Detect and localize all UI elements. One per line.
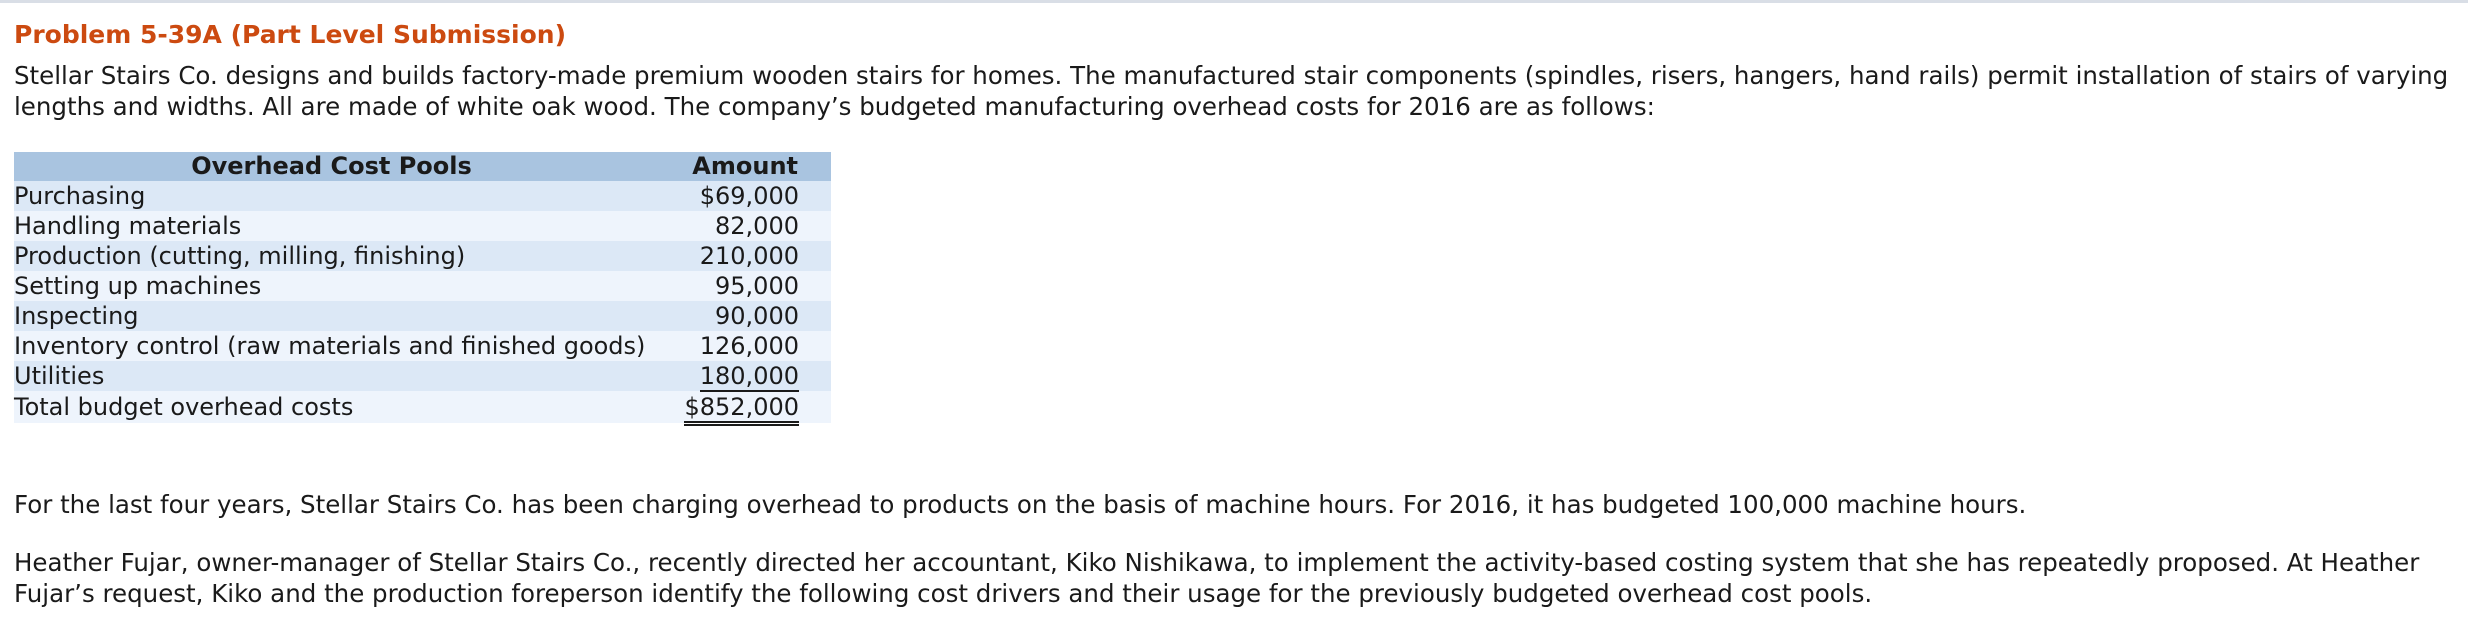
cost-pool-name: Setting up machines [14, 271, 649, 301]
cost-pool-name: Production (cutting, milling, finishing) [14, 241, 649, 271]
single-underlined-amount: 180,000 [699, 362, 799, 390]
cost-pool-name: Utilities [14, 361, 649, 391]
table-row [14, 301, 831, 331]
table-row [14, 271, 831, 301]
cost-pool-name: Purchasing [14, 181, 649, 211]
table-header-row [14, 152, 831, 181]
cost-pool-amount [649, 361, 831, 391]
top-divider [0, 0, 2468, 3]
column-header-amount: Amount [649, 152, 831, 181]
intro-paragraph: Stellar Stairs Co. designs and builds factory-made premium wooden stairs for homes. The manufactured stair components (spindles, risers, hangers, hand rails) permit installation of stairs of varying lengths and widths. All are made of white oak wood. The company’s budgeted manufacturing overhead costs for 2016 are as follows: [14, 61, 2449, 121]
table-row [14, 331, 831, 361]
table-row [14, 211, 831, 241]
cost-pool-amount: 95,000 [649, 271, 831, 301]
machine-hours-paragraph: For the last four years, Stellar Stairs Co. has been charging overhead to products on the basis of machine hours. For 2016, it has budgeted 100,000 machine hours. [14, 490, 2027, 519]
total-label: Total budget overhead costs [14, 391, 649, 423]
cost-pool-amount: $69,000 [649, 181, 831, 211]
overhead-cost-table [14, 152, 831, 423]
cost-pool-amount: 82,000 [649, 211, 831, 241]
problem-title: Problem 5-39A (Part Level Submission) [14, 20, 567, 49]
cost-pool-name: Inspecting [14, 301, 649, 331]
column-header-cost-pools: Overhead Cost Pools [14, 152, 649, 181]
table-row [14, 361, 831, 391]
cost-pool-amount: 126,000 [649, 331, 831, 361]
table-row [14, 181, 831, 211]
table-row [14, 241, 831, 271]
cost-pool-name: Inventory control (raw materials and finished goods) [14, 331, 649, 361]
double-underlined-total: $852,000 [684, 393, 799, 426]
abc-paragraph: Heather Fujar, owner-manager of Stellar Stairs Co., recently directed her accountant, Kiko Nishikawa, to implement the activity-based costing system that she has repeatedly proposed. At Heather Fujar’s request, Kiko and the production foreperson identify the following cost drivers and their usage for the previously budgeted overhead cost pools. [14, 548, 2420, 608]
cost-pool-name: Handling materials [14, 211, 649, 241]
total-amount [649, 391, 831, 423]
cost-pool-amount: 90,000 [649, 301, 831, 331]
table-total-row [14, 391, 831, 423]
cost-pool-amount: 210,000 [649, 241, 831, 271]
